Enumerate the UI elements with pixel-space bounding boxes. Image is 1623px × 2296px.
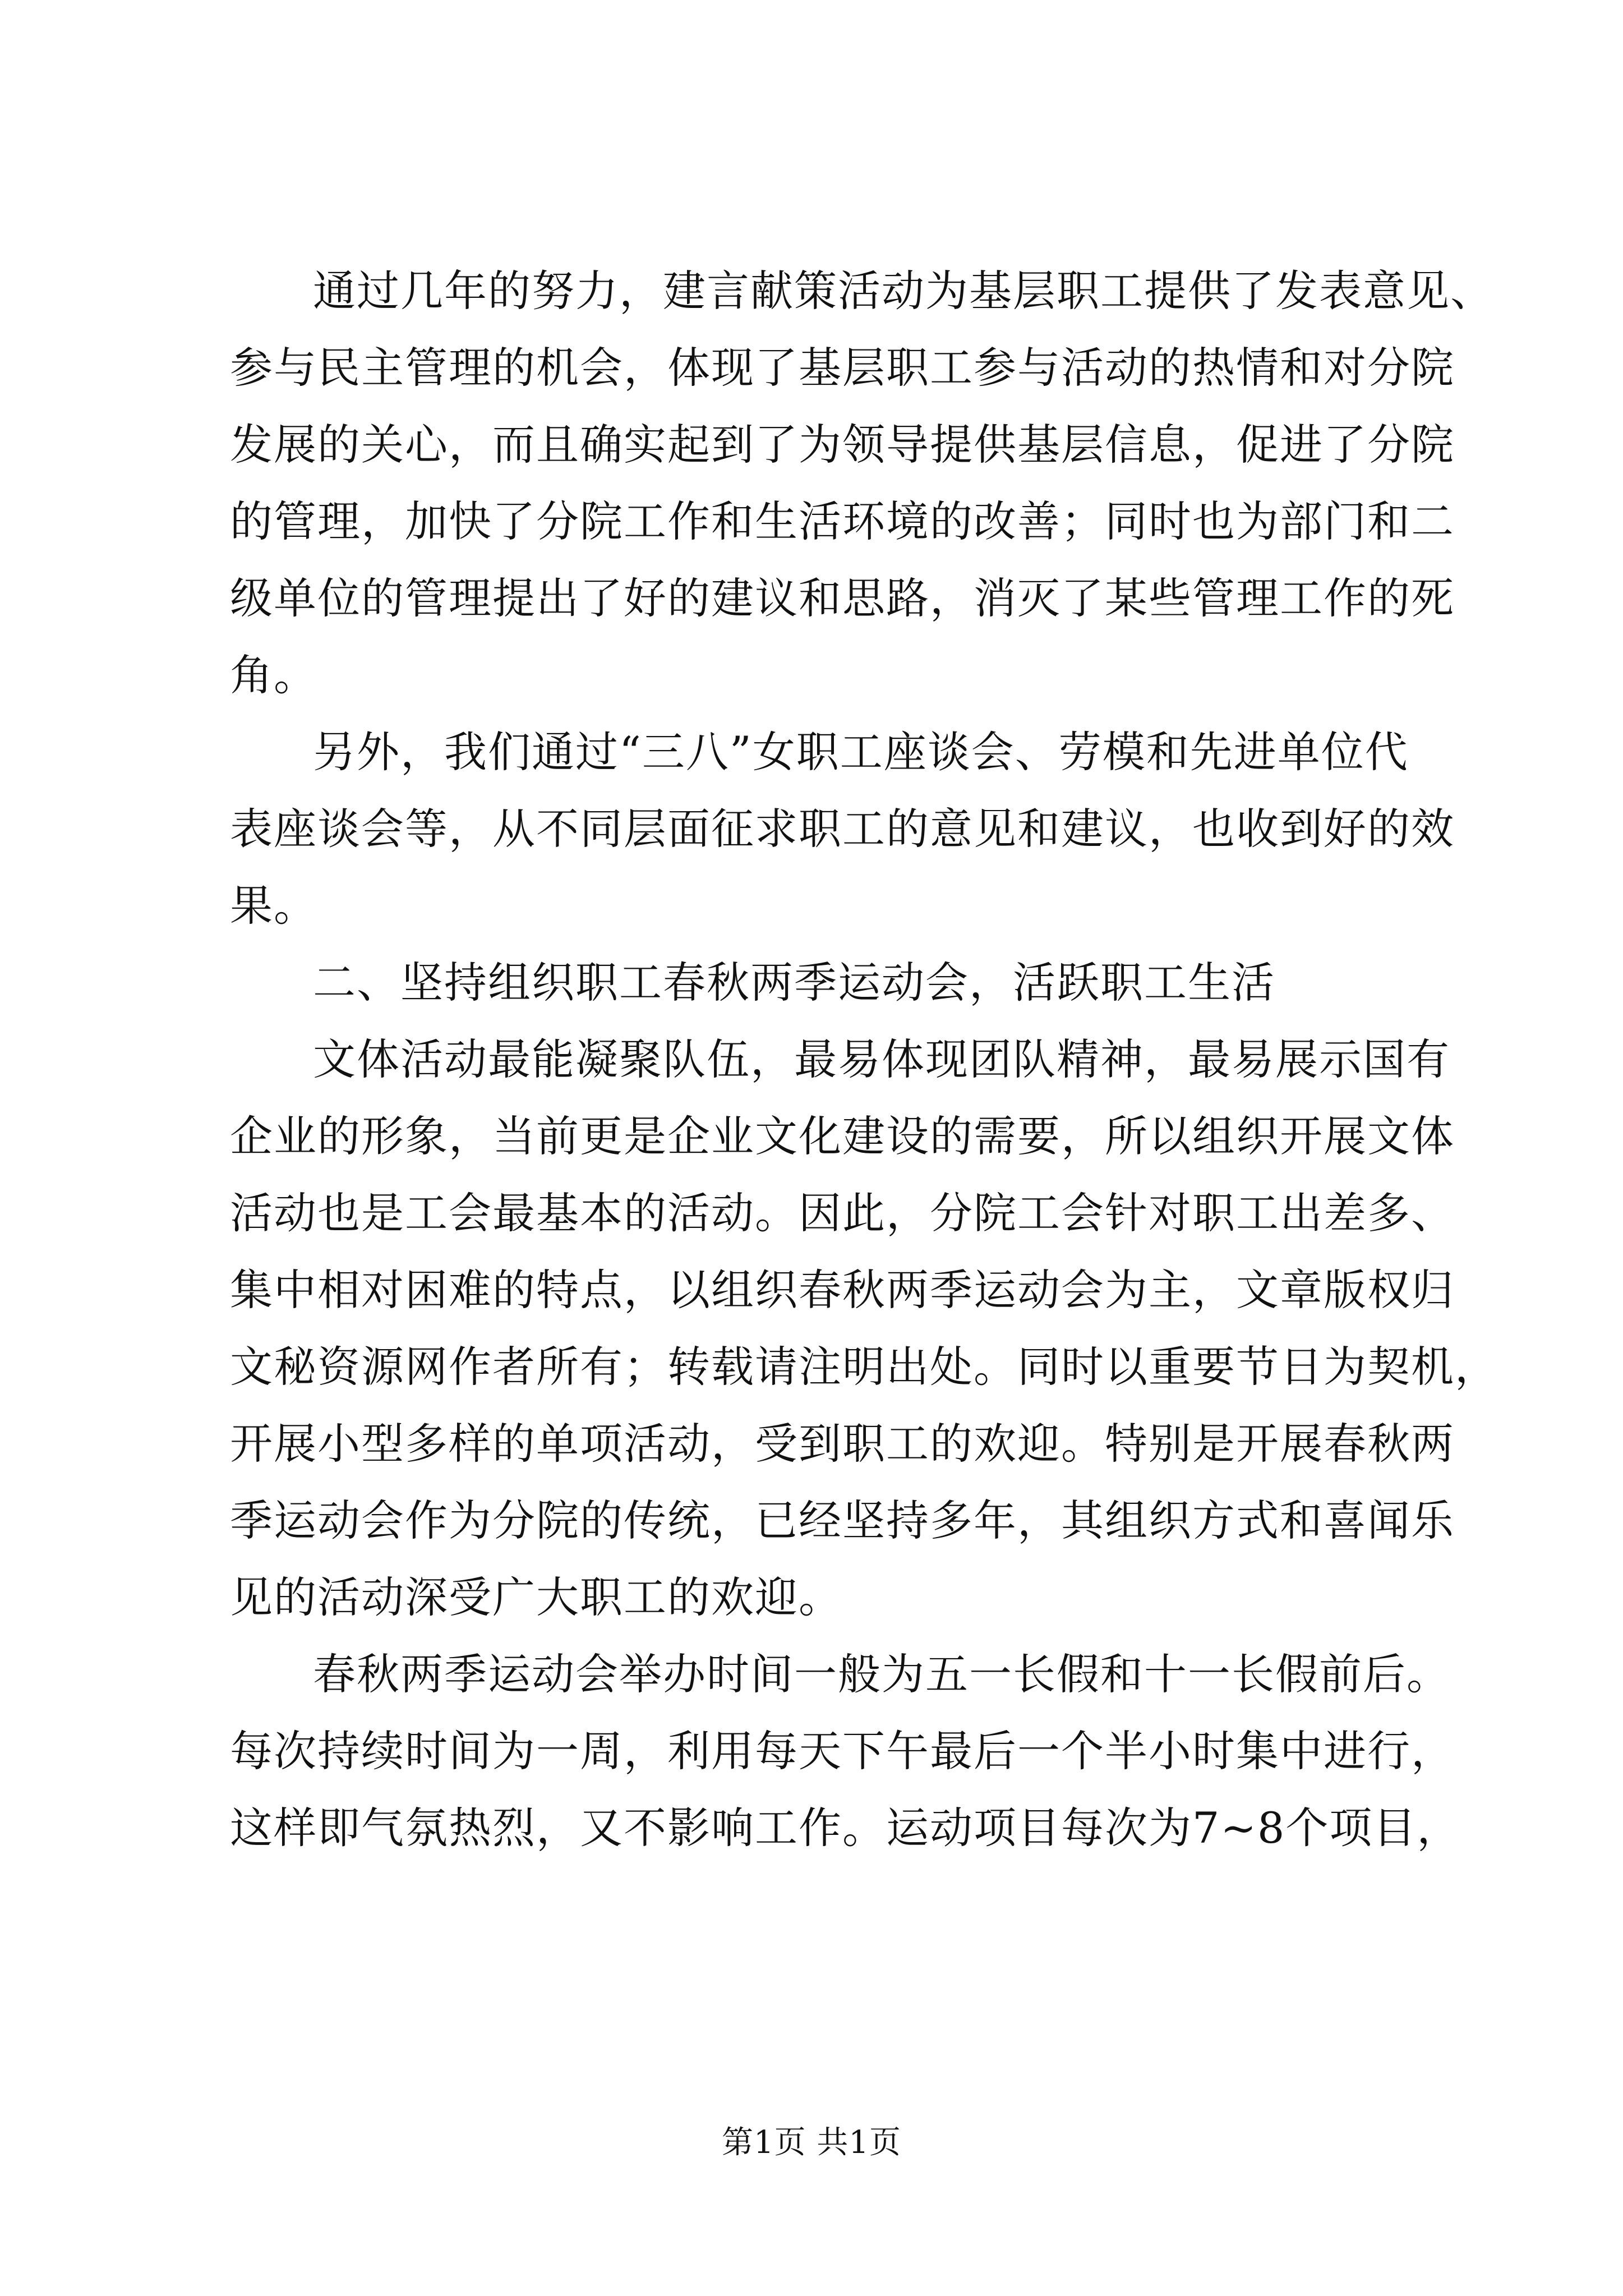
text-line: 果。	[230, 881, 317, 931]
text-line: 参与民主管理的机会，体现了基层职工参与活动的热情和对分院	[230, 343, 1455, 393]
paragraph	[230, 252, 1494, 714]
text-line: 开展小型多样的单项活动，受到职工的欢迎。特别是开展春秋两	[230, 1419, 1455, 1469]
text-line: 见的活动深受广大职工的欢迎。	[230, 1572, 842, 1622]
text-line: 级单位的管理提出了好的建议和思路，消灭了某些管理工作的死	[230, 573, 1455, 623]
page-footer: 第1页 共1页	[721, 2124, 902, 2161]
section-heading	[230, 944, 1436, 1021]
text-line: 季运动会作为分院的传统，已经坚持多年，其组织方式和喜闻乐	[230, 1496, 1455, 1545]
text-line: 文体活动最能凝聚队伍，最易体现团队精神，最易展示国有	[313, 1034, 1450, 1084]
document-body	[230, 252, 1498, 1866]
text-line: 集中相对困难的特点，以组织春秋两季运动会为主，文章版权归	[230, 1265, 1455, 1315]
paragraph	[230, 1636, 1461, 1866]
text-line: 角。	[230, 650, 317, 700]
text-line: 这样即气氛热烈，又不影响工作。运动项目每次为7~8个项目，	[230, 1803, 1461, 1853]
text-line: 通过几年的努力，建言献策活动为基层职工提供了发表意见、	[313, 266, 1494, 316]
text-line: 每次持续时间为一周，利用每天下午最后一个半小时集中进行，	[230, 1726, 1455, 1776]
text-line: 二、坚持组织职工春秋两季运动会，活跃职工生活	[313, 958, 1275, 1007]
text-line: 活动也是工会最基本的活动。因此，分院工会针对职工出差多、	[230, 1188, 1455, 1238]
text-line: 表座谈会等，从不同层面征求职工的意见和建议，也收到好的效	[230, 804, 1455, 854]
paragraph	[230, 1021, 1498, 1636]
text-line: 文秘资源网作者所有；转载请注明出处。同时以重要节日为契机，	[230, 1342, 1498, 1392]
text-line: 企业的形象，当前更是企业文化建设的需要，所以组织开展文体	[230, 1111, 1455, 1161]
paragraph	[230, 714, 1455, 944]
text-line: 春秋两季运动会举办时间一般为五一长假和十一长假前后。	[313, 1649, 1450, 1699]
text-line: 另外，我们通过“三八”女职工座谈会、劳模和先进单位代	[313, 727, 1409, 777]
text-line: 发展的关心，而且确实起到了为领导提供基层信息，促进了分院	[230, 420, 1455, 470]
text-line: 的管理，加快了分院工作和生活环境的改善；同时也为部门和二	[230, 496, 1455, 546]
